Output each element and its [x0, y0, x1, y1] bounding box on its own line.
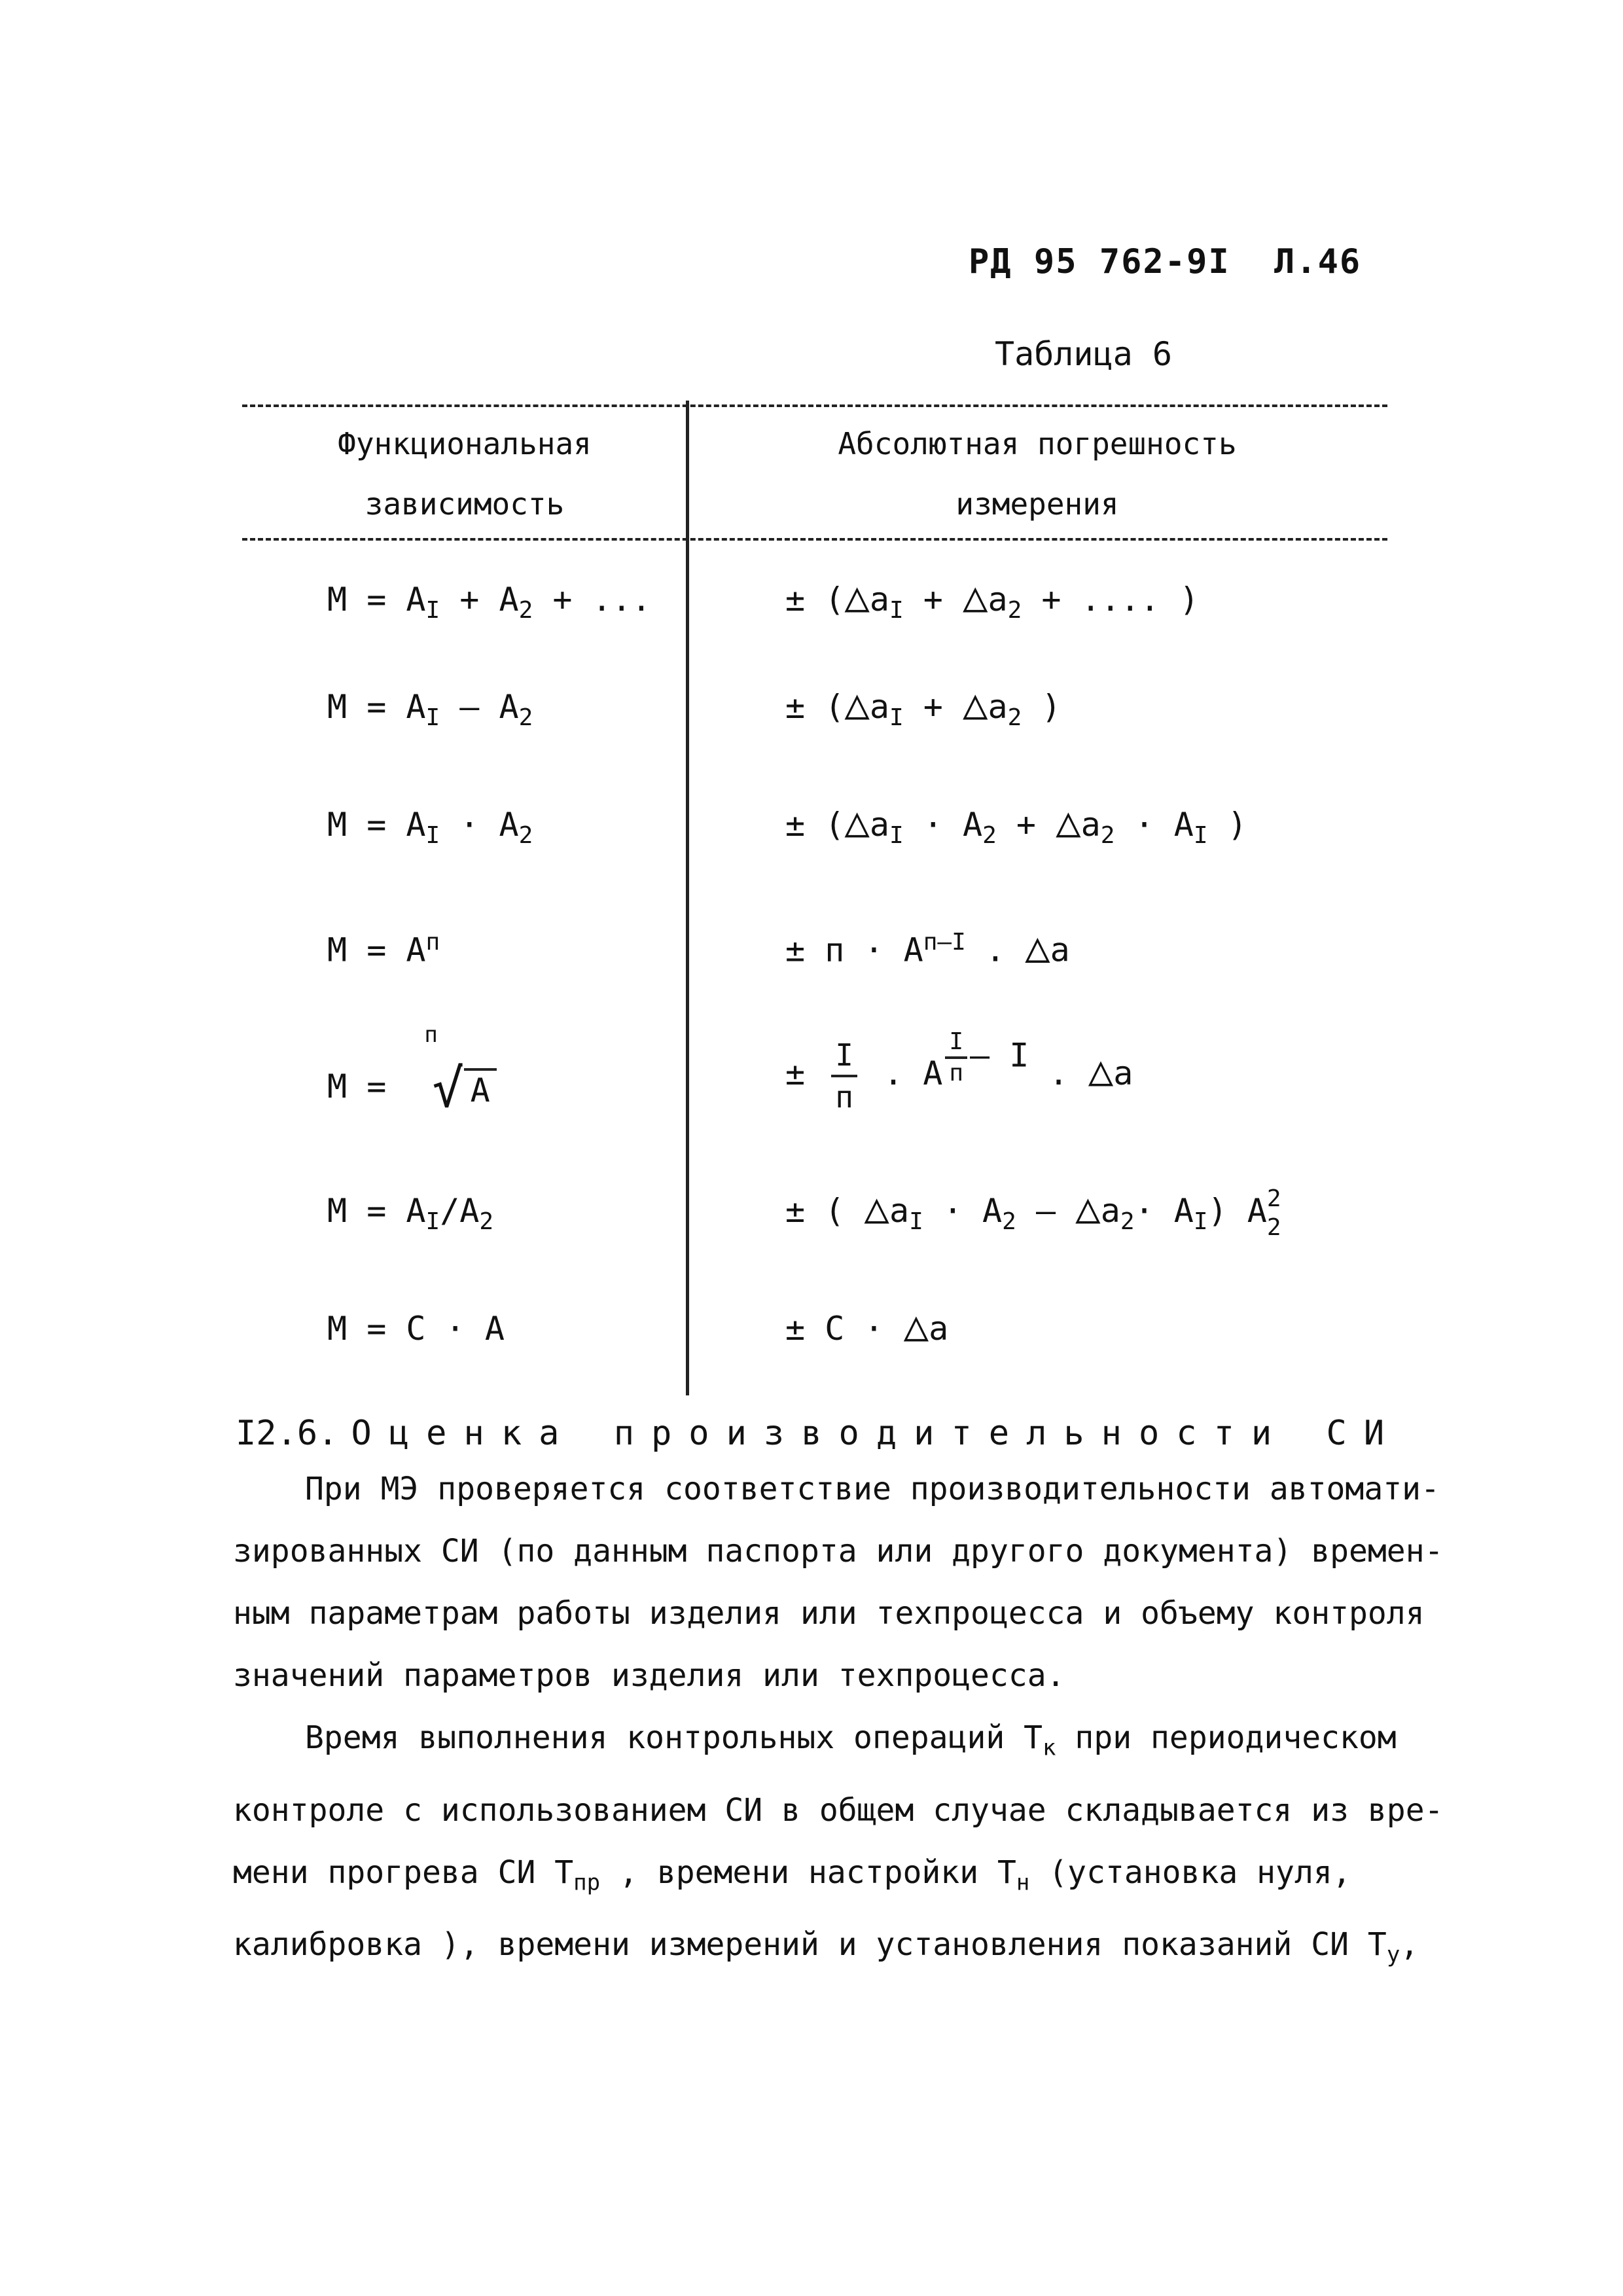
col2-header-line1: Абсолютная погрешность — [838, 426, 1237, 461]
fraction-one-over-n: $\frac{I}{п}$ — [831, 1035, 857, 1117]
paragraph-1-line-1: При МЭ проверяется соответствие производительности автомати- — [305, 1471, 1440, 1507]
delta-icon: △ — [844, 573, 870, 621]
delta-icon: △ — [1025, 923, 1050, 972]
delta-icon: △ — [1056, 798, 1081, 846]
paragraph-2-line-4: калибровка ), времени измерений и установления показаний СИ $Т_у$, — [233, 1926, 1419, 1968]
paragraph-1-line-2: зированных СИ (по данным паспорта или другого документа) времен- — [233, 1533, 1444, 1570]
table-row-1-function: $М = А_I + А_2$ + ... — [327, 581, 651, 624]
col2-header-line2: измерения — [955, 486, 1119, 522]
table-row-3-function: $М = А_I \cdot А_2$ — [327, 806, 533, 849]
paragraph-2-line-3: мени прогрева СИ $Т_{пр}$ , времени настройки $Т_н$ (установка нуля, — [233, 1854, 1351, 1896]
table-row-5-error: ± $\frac{I}{п}$ . А $\frac{I}{п}$ – I . △а — [785, 1008, 1133, 1139]
table-row-7-function: М = С · А — [327, 1310, 505, 1348]
section-heading — [236, 1414, 1401, 1453]
delta-icon: △ — [1075, 1184, 1101, 1232]
delta-icon: △ — [1088, 1047, 1114, 1095]
section-title: Оценка производительности СИ — [351, 1414, 1402, 1453]
paragraph-2-line-1: Время выполнения контрольных операций $Т_к$ при периодическом — [305, 1719, 1397, 1761]
paragraph-2-line-2: контроле с использованием СИ в общем случае складывается из вре- — [233, 1791, 1444, 1829]
radical-sign-icon: √ — [432, 1058, 464, 1119]
col1-header-line1: Функциональная — [338, 426, 592, 461]
paragraph-1-line-4: значений параметров изделия или техпроцесса. — [233, 1657, 1065, 1694]
table-row-5-function: М = п √ А — [327, 1041, 497, 1132]
exponent: $\frac{I}{п}$ – I — [942, 1028, 1029, 1088]
table-row-2-error: ± ($\triangle а_I$ + $\triangle а_2$ ) — [785, 680, 1061, 731]
delta-icon: △ — [962, 680, 988, 728]
table-row-7-error: ± С · △а — [785, 1302, 949, 1350]
col2-header — [700, 414, 1374, 534]
table-header-rule — [242, 538, 1387, 541]
table-row-2-function: $М = А_I - А_2$ — [327, 688, 533, 731]
col1-header-line2: зависимость — [365, 486, 565, 522]
delta-icon: △ — [844, 680, 870, 728]
paragraph-1-line-3: ным параметрам работы изделия или техпроцесса и объему контроля — [233, 1595, 1425, 1632]
power-subscript-stack: 2 2 — [1266, 1185, 1281, 1241]
document-code: РД 95 762-9I — [969, 242, 1230, 281]
table-row-6-error: ± ( $\triangle а_I \cdot А_2$ – $\triangle а_2\cdot А_I$) А 2 2 — [785, 1184, 1281, 1241]
paragraph-2 — [233, 1707, 1444, 1986]
section-number: I2.6. — [236, 1414, 338, 1453]
table-row-4-function: $М = А^п$ — [327, 929, 440, 969]
delta-icon: △ — [864, 1184, 889, 1232]
nth-root: п √ А — [432, 1041, 496, 1132]
delta-icon: △ — [903, 1302, 929, 1350]
table-top-rule — [242, 404, 1387, 407]
delta-icon: △ — [962, 573, 988, 621]
table-row-1-error: ± ($\triangle а_I$ + $\triangle а_2$ + .... ) — [785, 573, 1200, 624]
table-row-3-error: ± ($\triangle а_I \cdot А_2$ + $\triangle а_2 \cdot А_I$ ) — [785, 798, 1247, 849]
paragraph-1 — [233, 1458, 1444, 1707]
table-row-6-function: $М = А_I/А_2$ — [327, 1192, 494, 1235]
table-label: Таблица 6 — [995, 335, 1172, 373]
delta-icon: △ — [844, 798, 870, 846]
page-header — [969, 242, 1383, 281]
sheet-number: Л.46 — [1274, 242, 1362, 281]
table-row-4-error: ± $п \cdot А^{п-I}$ . △а — [785, 923, 1070, 972]
table-column-divider — [686, 401, 689, 1395]
fraction-exponent: $\frac{I}{п}$ — [945, 1028, 967, 1088]
col1-header — [249, 414, 681, 534]
